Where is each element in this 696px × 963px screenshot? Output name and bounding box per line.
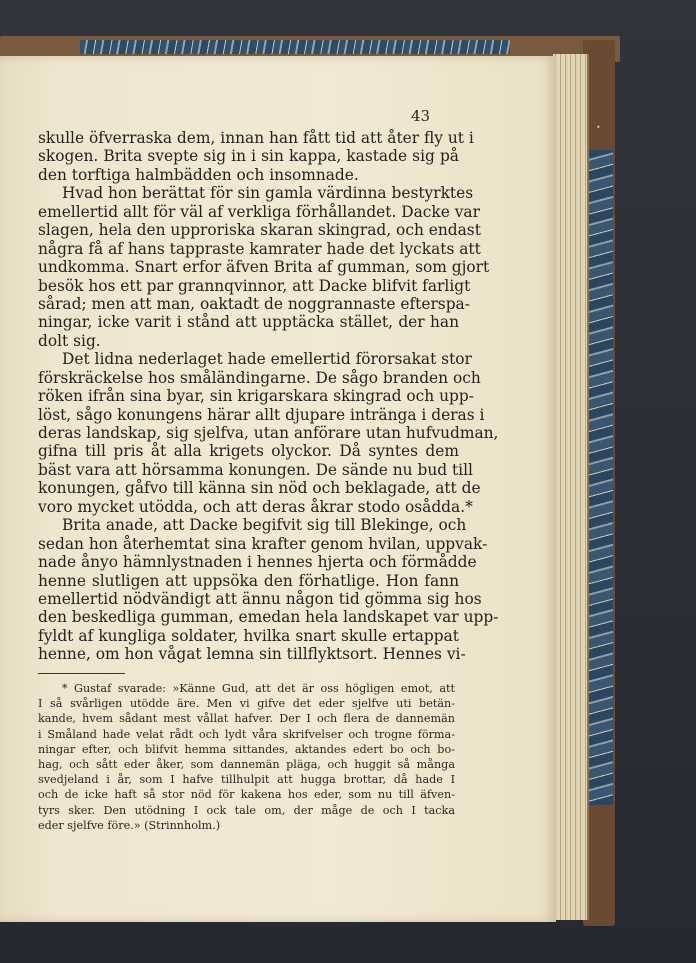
body-line: Brita anade, att Dacke begifvit sig till Blekinge, och [62,516,467,535]
footnote-line: tyrs sker. Den utödning I ock tale om, der måge de och I tacka [38,803,455,817]
footnote-line: ningar efter, och blifvit hemma sittandes, aktandes edert bo och bo- [38,742,455,756]
page-edges [553,54,589,920]
footnote-line: i Småland hade velat rådt och lydt våra skrifvelser och trogne förma- [38,727,455,741]
body-line: den torftiga halmbädden och insomnade. [38,165,359,184]
body-line: undkomma. Snart erfor äfven Brita af gumman, som gjort [38,258,490,277]
footnote-rule [38,673,125,674]
page-number: 43 [411,107,431,125]
footnote-line: I så svårligen utödde äre. Men vi gifve det eder sjelfve uti betän- [38,697,455,711]
footnote-line: eder sjelfve före.» (Strinnholm.) [38,818,221,832]
body-line: henne, om hon vågat lemna sin tillflyktsort. Hennes vi- [38,645,466,664]
body-line: konungen, gåfvo till känna sin nöd och beklagade, att de [38,479,481,498]
marbled-endpaper-right [587,150,613,805]
footnote-line: svedjeland i år, som I hafve tillhulpit att hugga brottar, då hade I [38,773,455,787]
footnote [38,681,455,833]
body-line: henne slutligen att uppsöka den förhatlige. Hon fann [38,571,459,590]
body-line: emellertid allt för väl af verkliga förhållandet. Dacke var [38,202,480,221]
body-line: skogen. Brita svepte sig in i sin kappa, kastade sig på [38,147,459,166]
footnote-line: och de icke haft så stor nöd för kakena hos eder, som nu till äfven- [38,788,455,802]
body-line: sedan hon återhemtat sina krafter genom hvilan, uppvak- [38,534,488,553]
body-line: voro mycket utödda, och att deras åkrar stodo osådda.* [38,497,473,516]
body-line: emellertid nödvändigt att ännu någon tid gömma sig hos [38,589,482,608]
body-line: Det lidna nederlaget hade emellertid förorsakat stor [62,350,472,369]
footnote-line: * Gustaf svarade: »Känne Gud, att det är oss högligen emot, att [62,682,455,695]
body-line: några få af hans tappraste kamrater hade det lyckats att [38,239,481,258]
body-text [38,129,499,664]
body-line: gifna till pris åt alla krigets olyckor. Då syntes dem [38,442,459,461]
body-line: deras landskap, sig sjelfva, utan anförare utan hufvudman, [38,424,499,442]
marbled-endpaper-top [80,40,510,54]
footnote-line: hag, och sått eder åker, som dannemän pläga, och huggit så många [38,757,455,771]
body-line: röken ifrån sina byar, sin krigarskara skingrad och upp- [38,387,474,406]
body-line: Hvad hon berättat för sin gamla värdinna bestyrktes [62,184,474,203]
body-line: fyldt af kungliga soldater, hvilka snart skulle ertappat [38,626,459,645]
body-line: sårad; men att man, oaktadt de noggrannaste efterspa- [38,294,470,313]
footnote-line: kande, hvem sådant mest vållat hafver. Der I och flera de dannemän [38,712,455,726]
body-line: bäst vara att hörsamma konungen. De sände nu bud till [38,460,473,479]
body-line: dolt sig. [38,331,101,350]
body-line: slagen, hela den upproriska skaran skingrad, och endast [38,221,481,240]
edge-mark: • [596,123,601,132]
body-line: skulle öfverraska dem, innan han fått tid att åter fly ut i [38,129,474,147]
body-line: förskräckelse hos småländingarne. De sågo branden och [38,368,481,387]
body-line: nade ånyo hämnlystnaden i hennes hjerta och förmådde [38,553,477,572]
body-line: löst, sågo konungens härar allt djupare inträngа i deras i [38,405,485,424]
body-line: den beskedliga gumman, emedan hela landskapet var upp- [38,608,499,627]
body-line: ningar, icke varit i stånd att upptäcka stället, der han [38,313,459,332]
body-line: besök hos ett par grannqvinnor, att Dacke blifvit farligt [38,276,471,295]
